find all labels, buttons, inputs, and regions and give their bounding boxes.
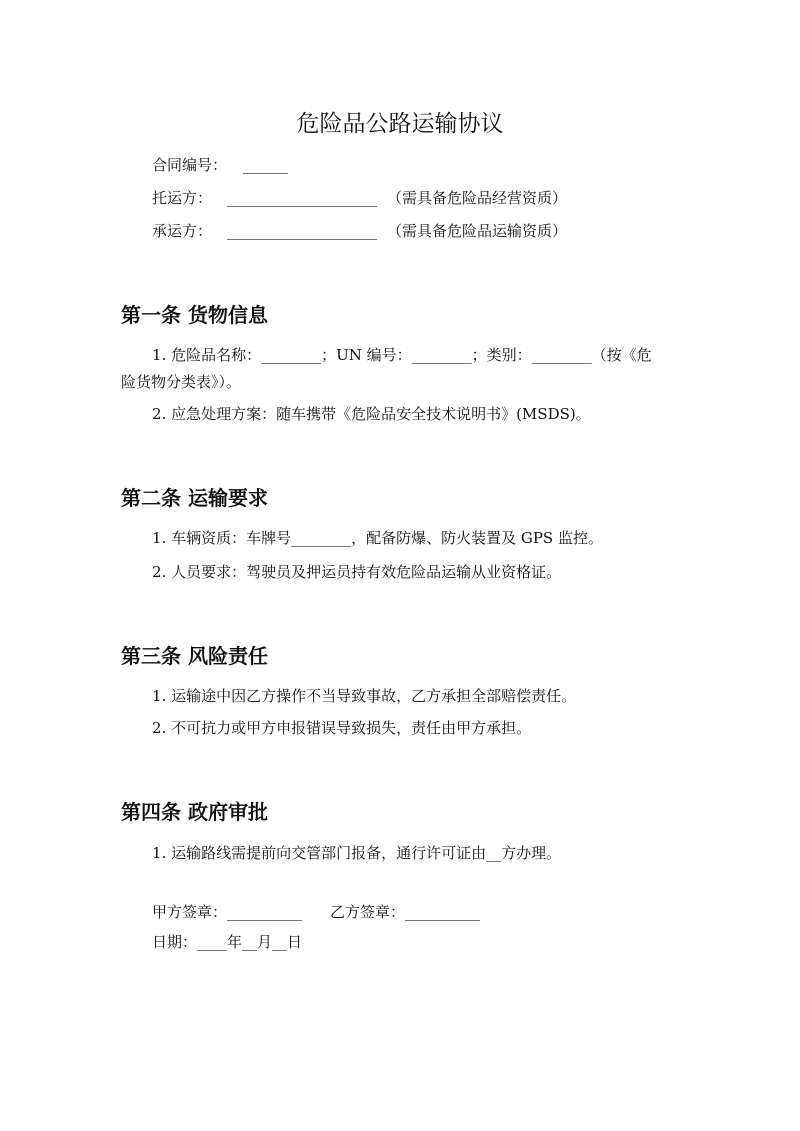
- section-item: 2. 不可抗力或甲方申报错误导致损失，责任由甲方承担。: [152, 719, 532, 737]
- section-item: 1. 运输路线需提前向交管部门报备，通行许可证由__方办理。: [152, 844, 562, 862]
- document-title: 危险品公路运输协议: [296, 111, 504, 137]
- section-item: 1. 运输途中因乙方操作不当导致事故，乙方承担全部赔偿责任。: [152, 687, 577, 705]
- section-item: 2. 人员要求：驾驶员及押运员持有效危险品运输从业资格证。: [152, 563, 562, 581]
- shipper-label: 托运方：: [152, 189, 213, 207]
- section-heading: 第三条 风险责任: [121, 644, 268, 668]
- contract-number-label: 合同编号：: [152, 156, 228, 174]
- carrier-blank: ____________________: [227, 222, 377, 240]
- shipper-note: （需具备危险品经营资质）: [387, 189, 568, 207]
- section-item: 2. 应急处理方案：随车携带《危险品安全技术说明书》(MSDS)。: [152, 405, 591, 423]
- carrier-note: （需具备危险品运输资质）: [387, 222, 568, 240]
- party-a-signature: 甲方签章：__________: [152, 903, 303, 921]
- shipper-blank: ____________________: [227, 189, 377, 207]
- section-item: 1. 车辆资质：车牌号________，配备防爆、防火装置及 GPS 监控。: [152, 529, 603, 547]
- party-b-signature: 乙方签章：__________: [330, 903, 481, 921]
- section-heading: 第一条 货物信息: [121, 303, 268, 327]
- section-item-continuation: 险货物分类表》）。: [121, 373, 242, 391]
- section-heading: 第二条 运输要求: [121, 486, 268, 510]
- contract-number-blank: ______: [243, 156, 288, 174]
- signature-date: 日期：____年__月__日: [152, 933, 303, 951]
- section-item: 1. 危险品名称：________；UN 编号：________；类别：________（按《危: [152, 346, 652, 364]
- section-heading: 第四条 政府审批: [121, 800, 268, 824]
- carrier-label: 承运方：: [152, 222, 213, 240]
